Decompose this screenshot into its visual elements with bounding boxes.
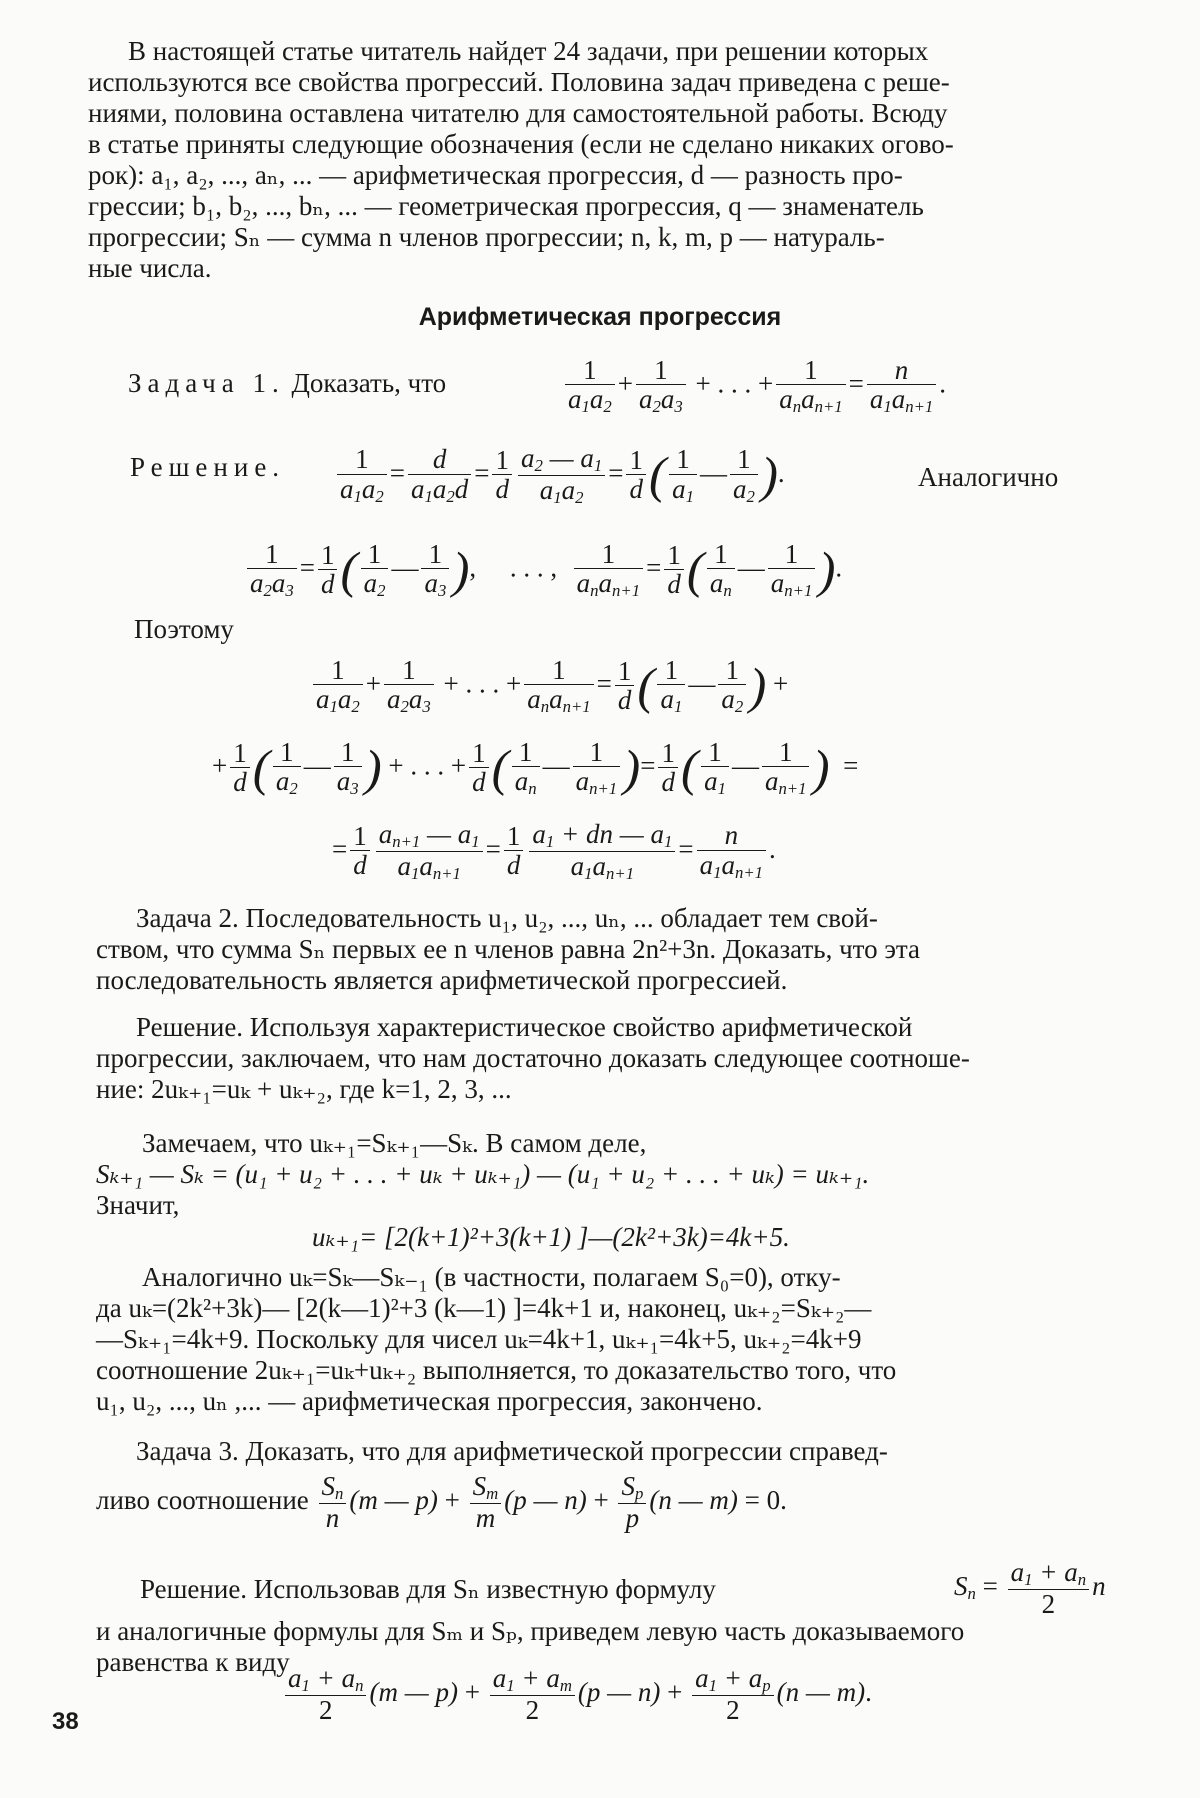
task3-solution-line1: Решение. Использовав для Sₙ известную формулу	[140, 1574, 716, 1604]
similarly-word: Аналогично	[918, 462, 1059, 492]
section-heading: Арифметическая прогрессия	[418, 303, 782, 331]
task2-a-line: соотношение 2uₖ₊₁=uₖ+uₖ₊₂ выполняется, то доказательство того, что	[96, 1355, 897, 1385]
intro-line: прогрессии; Sₙ — сумма n членов прогрессии; n, k, m, p — натураль-	[88, 222, 885, 252]
task1-solution-formula: $\frac{1}{a_1a_2}$ = $\frac{d}{a_1a_2d}$ = $\frac{1}{d}$ $\frac{a_2 — a_1}{a_1a_2}$ = $\frac{1}{d}$ ( $\frac{1}{a_1}$ — $\frac{1}{a_2}$ ).	[334, 444, 785, 507]
task2-sol-line: Решение. Используя характеристическое свойство арифметической	[136, 1012, 913, 1042]
task3-sum-formula: $S_n$ = $\frac{a_1 + a_n}{2}$ n	[954, 1557, 1106, 1619]
intro-line: В настоящей статье читатель найдет 24 задачи, при решении которых	[128, 36, 929, 66]
task2-a-line: Аналогично uₖ=Sₖ—Sₖ₋₁ (в частности, полагаем S₀=0), отку-	[142, 1262, 841, 1292]
intro-line: рок): a₁, a₂, ..., aₙ, ... — арифметическая прогрессия, d — разность про-	[88, 160, 903, 190]
task2-a-line: —Sₖ₊₁=4k+9. Поскольку для чисел uₖ=4k+1, uₖ₊₁=4k+5, uₖ₊₂=4k+9	[96, 1324, 862, 1354]
task1-statement	[128, 368, 446, 399]
intro-line: в статье приняты следующие обозначения (если не сделано никаких огово-	[88, 129, 954, 159]
task2-note-line: Значит,	[96, 1190, 180, 1220]
task2-statement	[96, 903, 1144, 996]
task2-line: ством, что сумма Sₙ первых ее n членов равна 2n²+3n. Доказать, что эта	[96, 934, 921, 964]
task2-note	[96, 1128, 1144, 1221]
page-number: 38	[52, 1708, 79, 1735]
task3-solution-rest: и аналогичные формулы для Sₘ и Sₚ, приведем левую часть доказываемого равенства к виду	[96, 1616, 965, 1677]
intro-line: ные числа.	[88, 253, 212, 283]
therefore-word: Поэтому	[134, 614, 234, 644]
task1-formula: $\frac{1}{a_1a_2}$ + $\frac{1}{a_2a_3}$ + . . . + $\frac{1}{a_na_{n+1}}$ = $\frac{n}{a_1a_{n+1}}$ .	[562, 356, 946, 417]
task2-a-line: да uₖ=(2k²+3k)— [2(k—1)²+3 (k—1) ]=4k+1 и, наконец, uₖ₊₂=Sₖ₊₂—	[96, 1293, 872, 1323]
task1-text: Доказать, что	[291, 368, 447, 398]
sum-line-1: $\frac{1}{a_1a_2}$ + $\frac{1}{a_2a_3}$ + . . . + $\frac{1}{a_na_{n+1}}$ = $\frac{1}{d}$ ( $\frac{1}{a_1}$ — $\frac{1}{a_2}$ ) +	[310, 656, 788, 717]
intro-line: ниями, половина оставлена читателю для самостоятельной работы. Всюду	[88, 98, 948, 128]
sum-line-3: = $\frac{1}{d}$ $\frac{a_{n+1} — a_1}{a_1a_{n+1}}$ = $\frac{1}{d}$ $\frac{a_1 + dn — a_1}{a_1a_{n+1}}$ = $\frac{n}{a_1a_{n+1}}$ .	[332, 819, 776, 883]
task1-solution-label: Решение.	[130, 452, 286, 482]
sum-line-2: + $\frac{1}{d}$ ( $\frac{1}{a_2}$ — $\frac{1}{a_3}$ ) + . . . + $\frac{1}{d}$ ( $\frac{1}{a_n}$ — $\frac{1}{a_{n+1}}$ )= $\frac{1}{d}$ ( $\frac{1}{a_1}$ — $\frac{1}{a_{n+1}}$ ) =	[212, 737, 859, 799]
task3-line2: ливо соотношение $\frac{S_n}{n}$ (m — p) + $\frac{S_m}{m}$ (p — n) + $\frac{S_p}{p}$ (n — m) = 0.	[96, 1471, 787, 1533]
task2-a-line: u₁, u₂, ..., uₙ ,... — арифметическая прогрессия, закончено.	[96, 1386, 763, 1416]
task3-final-formula: $\frac{a_1 + a_n}{2}$ (m — p) + $\frac{a_1 + a_m}{2}$ (p — n) + $\frac{a_1 + a_p}{2}$ (n — m).	[282, 1664, 872, 1725]
task2-line: последовательность является арифметической прогрессией.	[96, 965, 788, 995]
task2-sol-line: ние: 2uₖ₊₁=uₖ + uₖ₊₂, где k=1, 2, 3, ...	[96, 1074, 512, 1104]
task2-note-line: Замечаем, что uₖ₊₁=Sₖ₊₁—Sₖ. В самом деле,	[142, 1128, 647, 1158]
task2-analogous	[96, 1262, 1144, 1417]
similarly-formula: $\frac{1}{a_2a_3}$ = $\frac{1}{d}$ ( $\frac{1}{a_2}$ — $\frac{1}{a_3}$ ), . . . , $\frac{1}{a_na_{n+1}}$ = $\frac{1}{d}$ ( $\frac{1}{a_n}$ — $\frac{1}{a_{n+1}}$ ).	[244, 540, 842, 601]
task2-formula: uₖ₊₁= [2(k+1)²+3(k+1) ]—(2k²+3k)=4k+5.	[312, 1222, 790, 1252]
intro-line: грессии; b₁, b₂, ..., bₙ, ... — геометрическая прогрессия, q — знаменатель	[88, 191, 924, 221]
task2-solution	[96, 1012, 1144, 1105]
intro-paragraph	[88, 36, 1132, 284]
task2-line: Задача 2. Последовательность u₁, u₂, ..., uₙ, ... обладает тем свой-	[136, 903, 878, 933]
intro-line: используются все свойства прогрессий. Половина задач приведена с реше-	[88, 67, 950, 97]
task2-sol-line: прогрессии, заключаем, что нам достаточно доказать следующее соотноше-	[96, 1043, 970, 1073]
task1-label: Задача 1.	[128, 368, 285, 398]
task2-note-line: Sₖ₊₁ — Sₖ = (u₁ + u₂ + . . . + uₖ + uₖ₊₁) — (u₁ + u₂ + . . . + uₖ) = uₖ₊₁.	[96, 1159, 870, 1189]
task3-line1: Задача 3. Доказать, что для арифметической прогрессии справед-	[136, 1436, 888, 1466]
